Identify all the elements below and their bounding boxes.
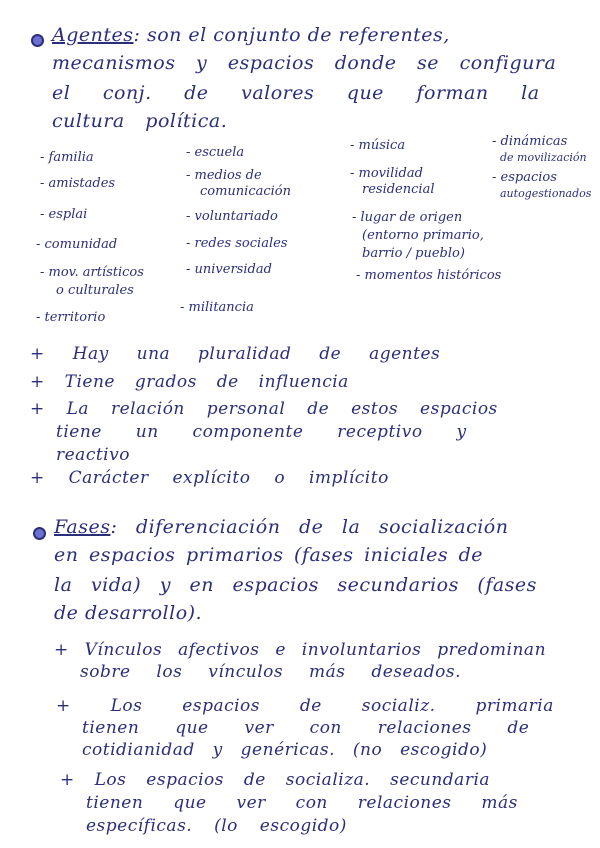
- agente-comunidad: - comunidad: [36, 237, 118, 252]
- agentes-line-1: [52, 24, 450, 46]
- note-reactivo: reactivo: [56, 445, 130, 465]
- agente-entorno: (entorno primario,: [362, 228, 484, 243]
- note-pluralidad: + Hay una pluralidad de agentes: [30, 344, 441, 364]
- agente-comunicacion: comunicación: [200, 184, 292, 199]
- agente-musica: - música: [350, 138, 406, 153]
- agente-movilidad: - movilidad: [350, 166, 423, 181]
- agente-medios: - medios de: [186, 168, 262, 183]
- fases-point-2b: tienen que ver con relaciones de: [82, 718, 530, 738]
- agente-lugar-origen: - lugar de origen: [352, 210, 463, 225]
- fases-point-3b: tienen que ver con relaciones más: [86, 793, 518, 813]
- fases-point-1: + Vínculos afectivos e involuntarios predominan: [54, 640, 547, 660]
- agente-universidad: - universidad: [186, 262, 272, 277]
- agente-autogestionados: autogestionados: [500, 187, 592, 200]
- agente-movilizacion: de movilización: [500, 151, 587, 164]
- agente-espacios: - espacios: [492, 170, 557, 185]
- agentes-term: Agentes: [52, 24, 134, 46]
- fases-point-2: + Los espacios de socializ. primaria: [56, 696, 554, 716]
- agente-escuela: - escuela: [186, 145, 245, 160]
- agente-esplai: - esplai: [40, 207, 88, 222]
- agente-momentos: - momentos históricos: [356, 268, 502, 283]
- agente-amistades: - amistades: [40, 176, 116, 191]
- agente-dinamicas: - dinámicas: [492, 134, 568, 149]
- fases-point-2c: cotidianidad y genéricas. (no escogido): [82, 740, 488, 760]
- agentes-def-3: el conj. de valores que forman la: [52, 82, 540, 104]
- bullet-dot-agentes: [31, 34, 44, 47]
- note-componente: tiene un componente receptivo y: [56, 422, 467, 442]
- agente-barrio: barrio / pueblo): [362, 246, 465, 261]
- fases-point-3c: específicas. (lo escogido): [86, 816, 347, 836]
- note-grados: + Tiene grados de influencia: [30, 372, 349, 392]
- note-relacion: + La relación personal de estos espacios: [30, 399, 498, 419]
- fases-term: Fases: [54, 516, 111, 538]
- note-caracter: + Carácter explícito o implícito: [30, 468, 389, 488]
- agente-voluntariado: - voluntariado: [186, 209, 278, 224]
- agentes-def-1: : son el conjunto de referentes,: [133, 24, 450, 46]
- agente-redes-sociales: - redes sociales: [186, 236, 288, 251]
- fases-def-3: la vida) y en espacios secundarios (fases: [54, 574, 537, 596]
- fases-def-1: : diferenciación de la socialización: [110, 516, 509, 538]
- bullet-dot-fases: [33, 527, 46, 540]
- fases-line-1: [54, 516, 508, 538]
- agentes-def-2: mecanismos y espacios donde se configura: [52, 52, 557, 74]
- agente-territorio: - territorio: [36, 310, 106, 325]
- agente-familia: - familia: [40, 150, 94, 165]
- fases-point-3: + Los espacios de socializa. secundaria: [60, 770, 491, 790]
- agente-militancia: - militancia: [180, 300, 254, 315]
- agentes-def-4: cultura política.: [52, 110, 228, 132]
- fases-def-2: en espacios primarios (fases iniciales de: [54, 544, 484, 566]
- fases-def-4: de desarrollo).: [54, 602, 203, 624]
- agente-residencial: residencial: [362, 182, 435, 197]
- agente-mov-artisticos: - mov. artísticos: [40, 265, 144, 280]
- agente-culturales: o culturales: [56, 283, 134, 298]
- fases-point-1b: sobre los vínculos más deseados.: [80, 662, 461, 682]
